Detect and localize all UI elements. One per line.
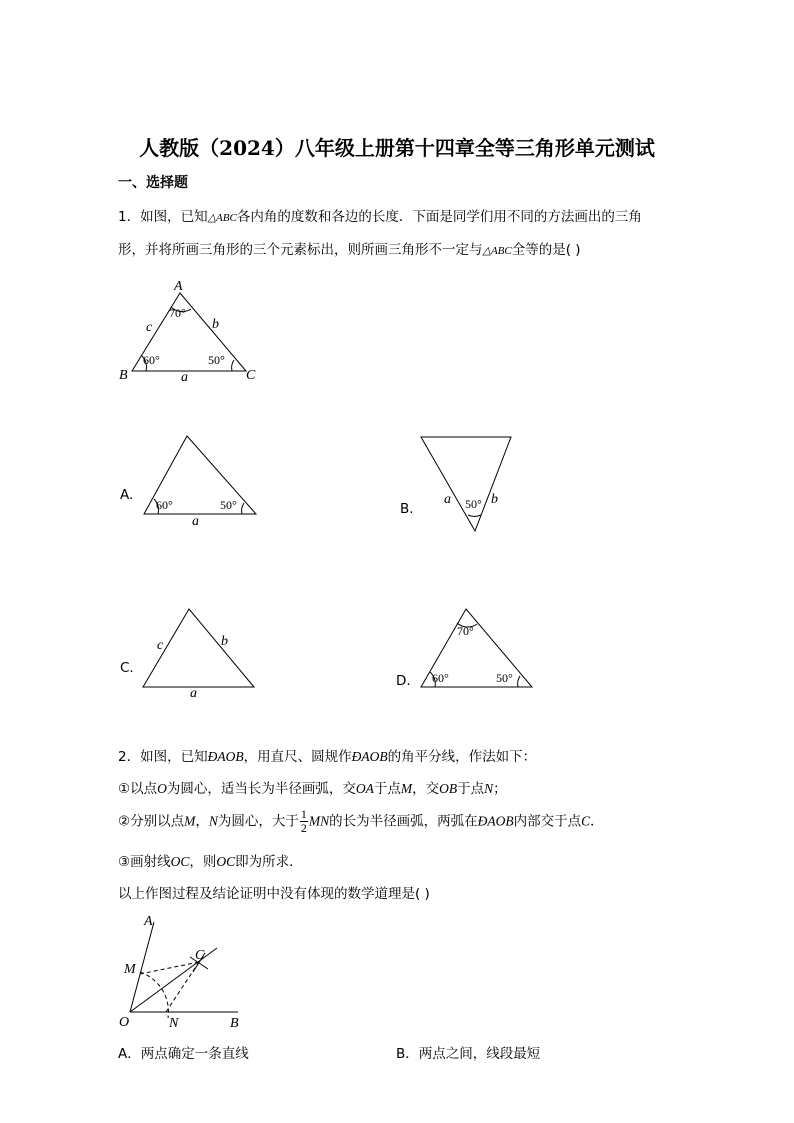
page-title: 人教版（2024）八年级上册第十四章全等三角形单元测试 [139, 136, 655, 160]
option-b-angle: 50° [465, 497, 482, 511]
angle-b-label: 60° [143, 353, 160, 367]
option-c-side-b: b [221, 634, 228, 649]
option-d-angle-top: 70° [457, 624, 474, 638]
s1d: ，交 [412, 781, 440, 797]
s1n: N [484, 781, 494, 796]
s2d: 的长为半径画弧，两弧在 [329, 813, 478, 830]
option-a-angle-2: 50° [220, 498, 237, 512]
q2-angle-2: ÐAOB [351, 749, 388, 764]
q1-line1-a: 1．如图，已知 [118, 209, 208, 225]
s2n: N [208, 813, 218, 829]
q2-step-1 [118, 777, 507, 797]
option-c-side-c: c [157, 638, 164, 653]
q2-point-o: O [119, 1015, 130, 1030]
s3b: ，则 [189, 854, 217, 870]
s2f: ． [590, 813, 604, 830]
option-a-angle-1: 60° [156, 498, 173, 512]
vertex-b-label: B [119, 368, 128, 383]
s1ob: OB [439, 781, 458, 796]
q2-line-1 [118, 745, 536, 765]
q2-point-b: B [230, 1016, 239, 1031]
q2-point-c: C [195, 948, 205, 963]
s3a: ③画射线 [118, 854, 171, 870]
s2mn: MN [308, 813, 330, 829]
s1b: 为圆心，适当长为半径画弧，交 [166, 781, 356, 797]
s1c: 于点 [373, 781, 401, 797]
option-c-side-a: a [190, 686, 197, 701]
option-b-side-a: a [444, 492, 451, 507]
q1-triangle-name-2: △ABC [482, 245, 512, 257]
side-c-label: c [146, 320, 153, 335]
option-b-label: B. [400, 501, 414, 517]
q2-line1-b: ，用直尺、圆规作 [243, 749, 352, 765]
q2-point-m: M [124, 962, 136, 977]
s2a: ②分别以点 [118, 813, 185, 830]
q2-figure [130, 922, 238, 1018]
s1f: ； [493, 781, 507, 797]
q2-option-a-text: 两点确定一条直线 [140, 1046, 249, 1062]
q1-triangle-name: △ABC [207, 212, 237, 224]
q2-option-a-label: A． [118, 1046, 141, 1062]
q2-option-a [118, 1042, 249, 1062]
q2-step-2 [118, 808, 604, 835]
s3c: 即为所求． [235, 854, 303, 870]
option-a-side: a [192, 514, 199, 529]
angle-a-label: 70° [169, 306, 186, 320]
q2-line1-a: 2．如图，已知 [118, 749, 208, 765]
option-b-figure [421, 437, 511, 531]
frac-num: 1 [300, 807, 307, 821]
q2-step-3 [118, 850, 303, 870]
s1oa: OA [355, 781, 374, 796]
option-a-label: A. [120, 487, 134, 503]
s1a: ①以点 [118, 781, 158, 797]
s2angle: ÐAOB [477, 813, 514, 829]
s2e: 内部交于点 [513, 813, 582, 830]
side-a-label: a [181, 370, 188, 385]
option-c-label: C. [120, 660, 134, 676]
q2-angle-1: ÐAOB [207, 749, 244, 764]
s1o: O [157, 781, 167, 796]
s2c: 为圆心，大于 [217, 813, 299, 830]
q2-point-n: N [169, 1016, 179, 1031]
s2cpt: C [581, 813, 591, 829]
vertex-a-label: A [174, 279, 183, 294]
section-heading: 一、选择题 [118, 175, 188, 191]
s2b: ， [195, 813, 209, 830]
q2-line1-c: 的角平分线，作法如下： [387, 749, 537, 765]
q2-question: 以上作图过程及结论证明中没有体现的数学道理是( ) [118, 886, 430, 902]
q2-option-b-label: B． [396, 1046, 419, 1062]
q1-line2-b: 全等的是( ) [511, 242, 581, 258]
q2-option-b-text: 两点之间，线段最短 [418, 1046, 541, 1062]
q1-line2-a: 形，并将所画三角形的三个元素标出，则所画三角形不一定与 [118, 242, 483, 258]
vertex-c-label: C [246, 368, 256, 383]
s3oc2: OC [216, 854, 236, 869]
option-b-side-b: b [491, 492, 498, 507]
fraction-one-half [300, 808, 308, 835]
s3oc: OC [170, 854, 190, 869]
s1m: M [400, 781, 413, 796]
option-d-label: D. [396, 673, 411, 689]
option-d-angle-right: 50° [496, 671, 513, 685]
q1-line1-b: 各内角的度数和各边的长度．下面是同学们用不同的方法画出的三角 [236, 209, 642, 225]
q2-point-a: A [144, 914, 153, 929]
angle-c-label: 50° [208, 353, 225, 367]
s1e: 于点 [457, 781, 485, 797]
option-d-angle-left: 60° [432, 671, 449, 685]
side-b-label: b [212, 317, 219, 332]
s2m: M [184, 813, 196, 829]
q2-option-b [396, 1042, 540, 1062]
frac-den: 2 [300, 821, 307, 835]
